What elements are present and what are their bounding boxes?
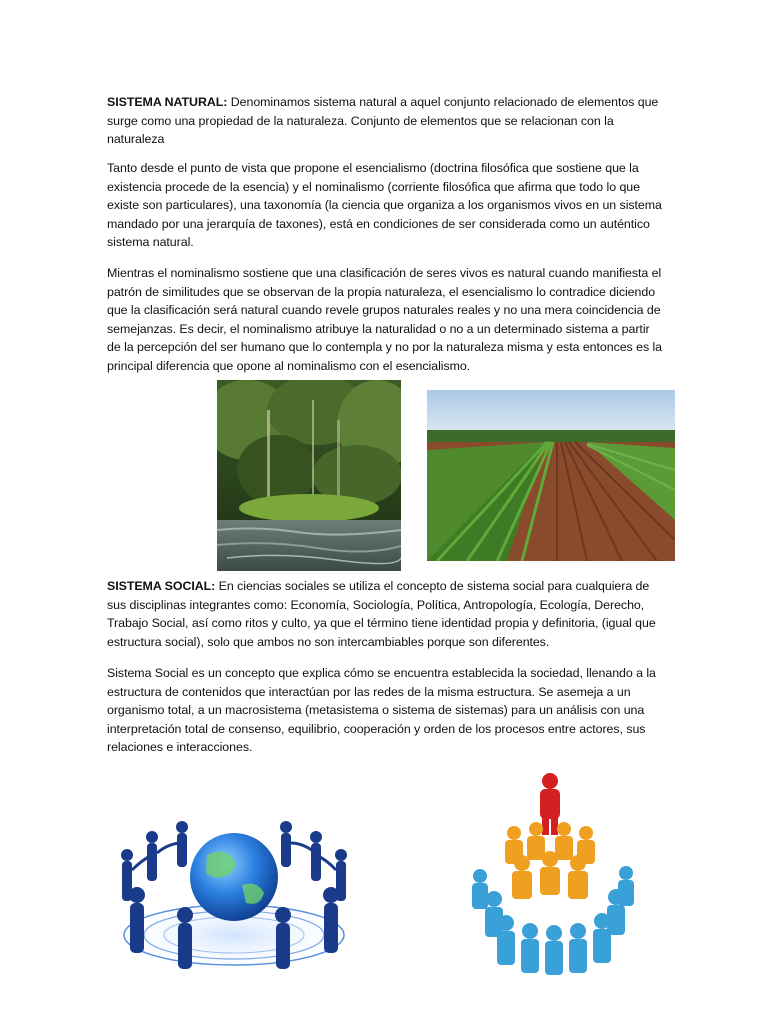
- paragraph-sistema-natural: [107, 93, 663, 149]
- forest-river-photo: [217, 380, 401, 571]
- paragraph-text: Tanto desde el punto de vista que propone el esencialismo (doctrina filosófica que sostiene que la existencia procede de la esencia) y el nominalismo (corriente filosófica que afirma que todo lo que existe son particulares), una taxonomía (la ciencia que organiza a los organismos vivos en un sistema mandado por una jerarquía de taxones), está en condiciones de ser considerada como un auténtico sistema natural.: [107, 161, 662, 250]
- paragraph-sistema-social: [107, 577, 663, 651]
- paragraph-text: En ciencias sociales se utiliza el concepto de sistema social para cualquiera de sus disciplinas integrantes como: Economía, Sociología, Política, Antropología, Ecología, Derecho, Trabajo Social, así como ritos y culto, ya que el término tiene identidad propia y definitoria, (igual que estructura social), solo que ambos no son intercambiables porque son diferentes.: [107, 579, 656, 649]
- paragraph-text: Sistema Social es un concepto que explica cómo se encuentra establecida la sociedad, llenando a la estructura de contenidos que interactúan por las redes de la misma estructura. Se asemeja a un organismo total, a un macrosistema (metasistema o sistema de sistemas) para un análisis con una interpretación total de consenso, equilibrio, cooperación y orden de los procesos entre actores, sus relaciones e interacciones.: [107, 666, 656, 755]
- people-around-globe-illustration: [107, 815, 361, 975]
- paragraph-text: Mientras el nominalismo sostiene que una clasificación de seres vivos es natural cuando manifiesta el patrón de similitudes que se observan de la propia naturaleza, el esencialismo lo contradice diciendo que la clasificación será natural cuando revele grupos naturales reales y no una mera coincidencia de semejanzas. Es decir, el nominalismo atribuye la naturalidad o no a un determinado sistema a partir de la percepción del ser humano que lo contempla y no por la naturaleza misma y esta entonces es la principal diferencia que opone al nominalismo con el esencialismo.: [107, 266, 663, 373]
- paragraph-nominalismo: [107, 264, 663, 376]
- crop-field-photo: [427, 390, 675, 561]
- people-hierarchy-pyramid-illustration: [466, 771, 642, 981]
- paragraph-sistema-social-concepto: [107, 664, 663, 757]
- heading-sistema-natural: SISTEMA NATURAL:: [107, 95, 228, 109]
- paragraph-text: Denominamos sistema natural a aquel conjunto relacionado de elementos que surge como una propiedad de la naturaleza. Conjunto de elementos que se relacionan con la naturaleza: [107, 95, 659, 147]
- heading-sistema-social: SISTEMA SOCIAL:: [107, 579, 216, 593]
- paragraph-esencialismo: [107, 159, 663, 252]
